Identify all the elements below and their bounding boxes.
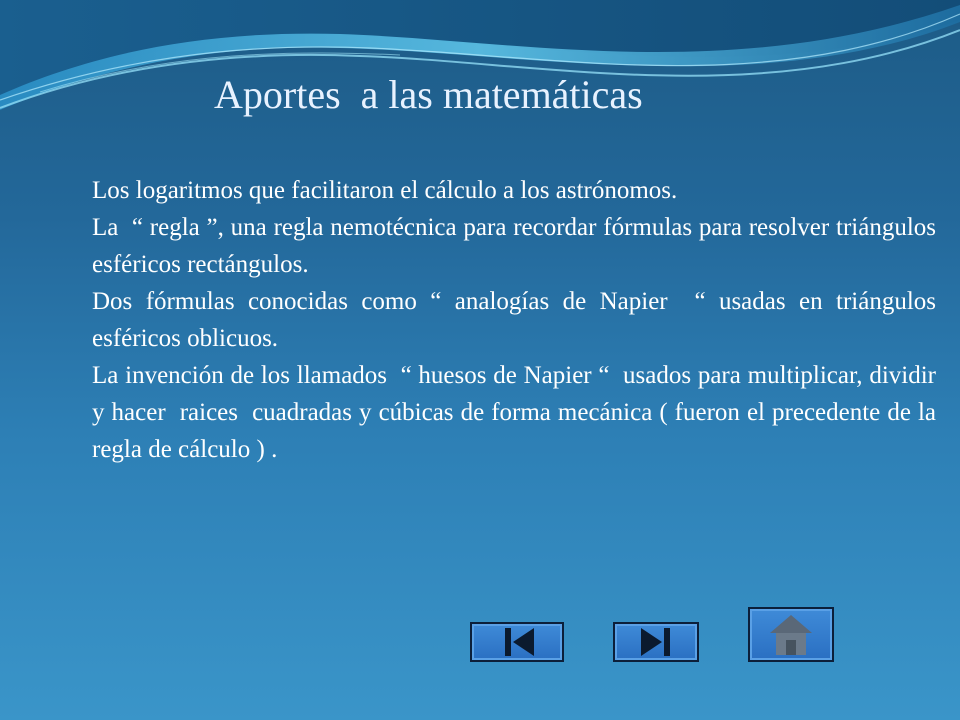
first-slide-button[interactable] bbox=[470, 622, 564, 662]
skip-to-last-icon bbox=[615, 624, 697, 660]
skip-to-first-icon bbox=[472, 624, 562, 660]
last-slide-button[interactable] bbox=[613, 622, 699, 662]
slide-body bbox=[92, 172, 943, 468]
bullet-logaritmos: Los logaritmos que facilitaron el cálculo a los astrónomos. bbox=[92, 177, 678, 204]
slide-title: Aportes a las matemáticas bbox=[214, 72, 643, 117]
bullet-regla: La “ regla ”, una regla nemotécnica para recordar fórmulas para resolver triángulos esféricos rectángulos. bbox=[92, 214, 943, 278]
bullet-huesos: La invención de los llamados “ huesos de Napier “ usados para multiplicar, dividir y hacer raices cuadradas y cúbicas de forma mecánica ( fueron el precedente de la regla de cálculo ) . bbox=[92, 362, 943, 463]
home-button[interactable] bbox=[748, 607, 834, 662]
header-wave-decoration bbox=[0, 0, 960, 140]
bullet-analogias: Dos fórmulas conocidas como “ analogías de Napier “ usadas en triángulos esféricos oblicuos. bbox=[92, 288, 943, 352]
home-icon bbox=[750, 609, 832, 660]
